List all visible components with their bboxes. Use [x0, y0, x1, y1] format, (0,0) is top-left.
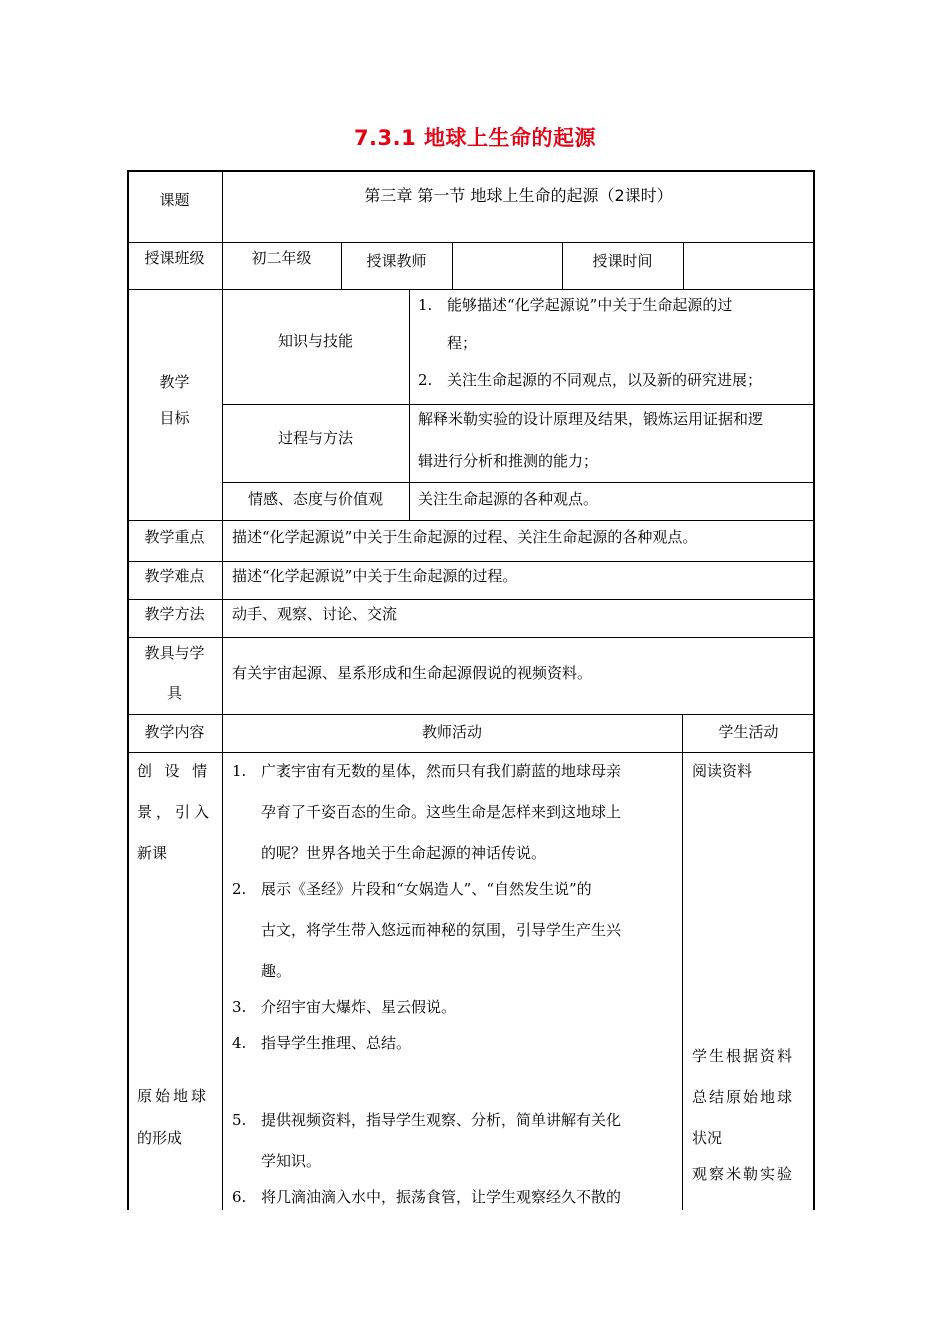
method-label: 教学方法	[144, 605, 205, 623]
teacher-item-6-number: 6.	[232, 1188, 247, 1206]
teacher-item-2-line2: 古文，将学生带入悠远而神秘的氛围，引导学生产生兴	[261, 921, 622, 939]
knowledge-item-2-text: 关注生命起源的不同观点，以及新的研究进展；	[447, 371, 763, 389]
teacher-item-2-line1: 展示《圣经》片段和“女娲造人”、“自然发生说”的	[261, 880, 592, 898]
col-teacher-header: 教师活动	[421, 723, 482, 741]
page-title: 7.3.1 地球上生命的起源	[353, 126, 597, 150]
student-activity-3: 观察米勒实验	[692, 1165, 795, 1183]
goals-label-line1: 教学	[159, 373, 190, 391]
knowledge-label: 知识与技能	[277, 332, 353, 350]
col-content-header: 教学内容	[144, 723, 205, 741]
content-1-line2: 景，引入	[137, 803, 214, 821]
teacher-label: 授课教师	[366, 252, 427, 270]
teacher-item-1-line3: 的呢？世界各地关于生命起源的神话传说。	[261, 844, 547, 862]
student-activity-2-line3: 状况	[692, 1129, 723, 1147]
teacher-item-1-line1: 广袤宇宙有无数的星体，然而只有我们蔚蓝的地球母亲	[261, 762, 622, 780]
process-label: 过程与方法	[277, 429, 353, 447]
knowledge-item-1-text: 能够描述“化学起源说”中关于生命起源的过	[447, 296, 733, 314]
teacher-item-5-number: 5.	[232, 1111, 247, 1129]
class-label: 授课班级	[144, 249, 205, 267]
content-2-line1: 原始地球	[137, 1087, 210, 1105]
key-label: 教学重点	[144, 528, 205, 546]
content-1-line1: 创 设 情	[137, 762, 209, 780]
col-student-header: 学生活动	[718, 723, 779, 741]
knowledge-item-1-number: 1.	[418, 296, 433, 314]
knowledge-item-2-number: 2.	[418, 371, 433, 389]
content-2-line2: 的形成	[137, 1129, 183, 1147]
teacher-item-2-line3: 趣。	[261, 962, 292, 980]
tools-label-line2: 具	[166, 684, 182, 702]
student-activity-2-line2: 总结原始地球	[692, 1088, 795, 1106]
difficulty-label: 教学难点	[144, 567, 205, 585]
teacher-item-1-number: 1.	[232, 762, 247, 780]
process-line-1: 解释米勒实验的设计原理及结果，锻炼运用证据和逻	[418, 410, 764, 428]
teacher-item-3-line1: 介绍宇宙大爆炸、星云假说。	[261, 998, 457, 1016]
student-activity-1: 阅读资料	[692, 762, 753, 780]
goals-label-line2: 目标	[159, 409, 190, 427]
content-1-line3: 新课	[137, 844, 168, 862]
teacher-item-2-number: 2.	[232, 880, 247, 898]
topic-value: 第三章 第一节 地球上生命的起源（2课时）	[364, 186, 673, 205]
teacher-item-4-line1: 指导学生推理、总结。	[261, 1034, 412, 1052]
emotion-label: 情感、态度与价值观	[247, 490, 383, 508]
teacher-item-3-number: 3.	[232, 998, 247, 1016]
difficulty-value: 描述“化学起源说”中关于生命起源的过程。	[232, 567, 518, 585]
student-activity-2-line1: 学生根据资料	[692, 1047, 795, 1065]
method-value: 动手、观察、讨论、交流	[232, 605, 398, 623]
teacher-item-1-line2: 孕育了千姿百态的生命。这些生命是怎样来到这地球上	[261, 803, 622, 821]
teacher-item-5-line2: 学知识。	[261, 1152, 322, 1170]
knowledge-item-1-cont: 程；	[447, 334, 478, 352]
tools-label-line1: 教具与学	[144, 644, 205, 662]
key-value: 描述“化学起源说”中关于生命起源的过程、关注生命起源的各种观点。	[232, 528, 698, 546]
class-value: 初二年级	[251, 249, 312, 267]
topic-label: 课题	[159, 191, 190, 209]
process-line-2: 辑进行分析和推测的能力；	[418, 452, 599, 470]
teacher-item-4-number: 4.	[232, 1034, 247, 1052]
teacher-item-6-line1: 将几滴油滴入水中，振荡食管，让学生观察经久不散的	[261, 1188, 622, 1206]
teacher-item-5-line1: 提供视频资料，指导学生观察、分析，简单讲解有关化	[261, 1111, 622, 1129]
time-label: 授课时间	[592, 252, 653, 270]
emotion-value: 关注生命起源的各种观点。	[418, 490, 599, 508]
tools-value: 有关宇宙起源、星系形成和生命起源假说的视频资料。	[232, 664, 593, 682]
